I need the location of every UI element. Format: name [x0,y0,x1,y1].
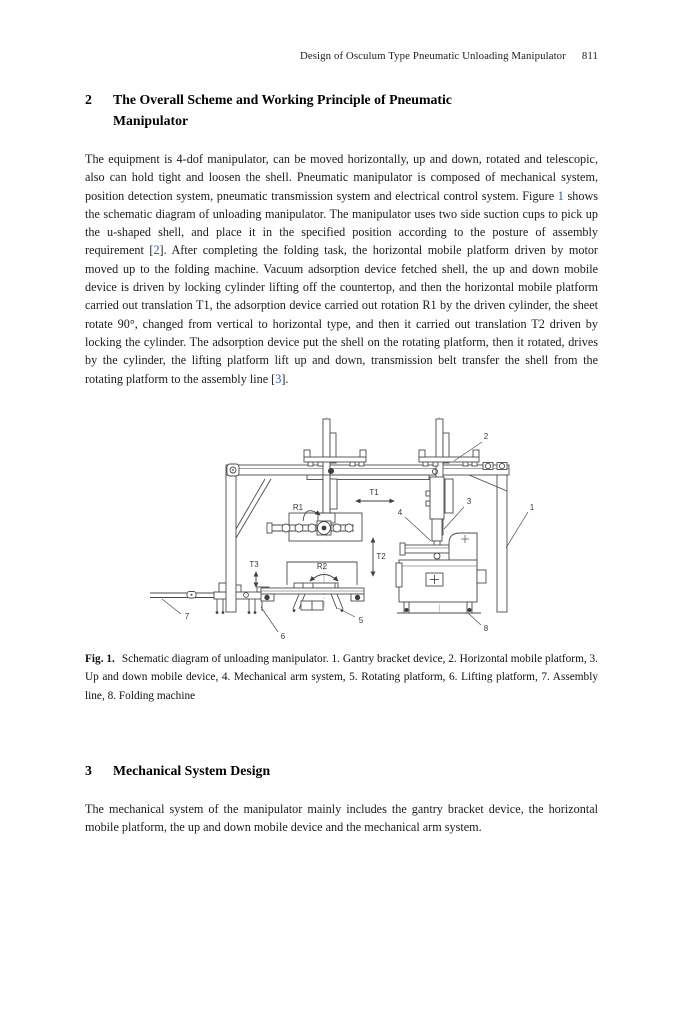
callout-8: 8 [483,623,489,633]
intro-seg1: The equipment is 4-dof manipulator, can be moved horizontally, up and down, rotated and telescopic, also can hold tight and loosen the shell. Pneumatic manipulator is composed of mechanical system, position detection system, pneumatic transmission system and electrical control system. Figure [85,152,598,203]
label-t1: T1 [369,487,379,497]
intro-seg2: shows the schematic diagram of unloading manipulator. The manipulator uses two side suction cups to pick up the u-shaped shell, and place it in the specified position according to the posture of assembly requirement [ [85,188,598,258]
label-r1: R1 [292,502,304,512]
figure-1 [147,417,571,641]
callout-5: 5 [358,615,364,625]
section-2-number: 2 [85,92,92,107]
running-title: Design of Osculum Type Pneumatic Unloading Manipulator [299,50,566,62]
callout-4: 4 [397,507,403,517]
intro-paragraph [85,150,598,388]
callout-1: 1 [529,502,535,512]
figure-1-caption [85,650,598,706]
page-number: 811 [581,50,598,62]
figure-1-caption-text: Schematic diagram of unloading manipulator. 1. Gantry bracket device, 2. Horizontal mobile platform, 3. Up and down mobile device, 4. Mechanical arm system, 5. Rotating platform, 6. Lifting platform, 7. Assembly line, 8. Folding machine [85,652,599,703]
intro-seg4: ]. [281,371,289,386]
callout-3: 3 [466,496,472,506]
suction-arm-device [267,475,362,541]
section-3-heading [85,760,598,781]
rotating-platform [261,562,364,612]
label-r2: R2 [316,561,328,571]
intro-seg3: ]. After completing the folding task, the horizontal mobile platform driven by motor moved up to the folding machine. Vacuum adsorption device fetched shell, the up and down mobile device is driven by locking cylinder lifting off the countertop, and then the horizontal mobile platform carried out translation T1, the adsorption device carried out rotation R1 by the driven cylinder, the sheet rotate 90°, changed from vertical to horizontal type, and then it carried out translation T2 driven by locking the cylinder. The adsorption device put the shell on the rotating platform, then it rotated, drives by the cylinder, the lifting platform lift up and down, transmission belt transfer the shell from the rotating platform to the assembly line [ [85,243,598,386]
label-t2: T2 [376,551,386,561]
figure-1-caption-tag: Fig. 1. [85,652,115,665]
figure-1-schematic [147,417,571,641]
figure-1-link[interactable]: 1 [557,188,564,203]
section-3-number: 3 [85,762,92,778]
citation-2-link[interactable]: 2 [153,243,160,258]
section-2-heading [85,89,598,131]
section-3-title: Mechanical System Design [113,762,271,778]
mechanical-system-paragraph: The mechanical system of the manipulator mainly includes the gantry bracket device, the horizontal mobile platform, the up and down mobile device and the mechanical arm system. [85,801,598,834]
running-head [85,50,598,62]
callout-7: 7 [184,611,190,621]
label-t3: T3 [249,559,259,569]
section-2-title: The Overall Scheme and Working Principle of Pneumatic Manipulator [113,92,452,128]
callout-6: 6 [280,631,286,641]
assembly-line [150,591,214,598]
citation-3-link[interactable]: 3 [275,371,282,386]
callout-2: 2 [483,431,489,441]
